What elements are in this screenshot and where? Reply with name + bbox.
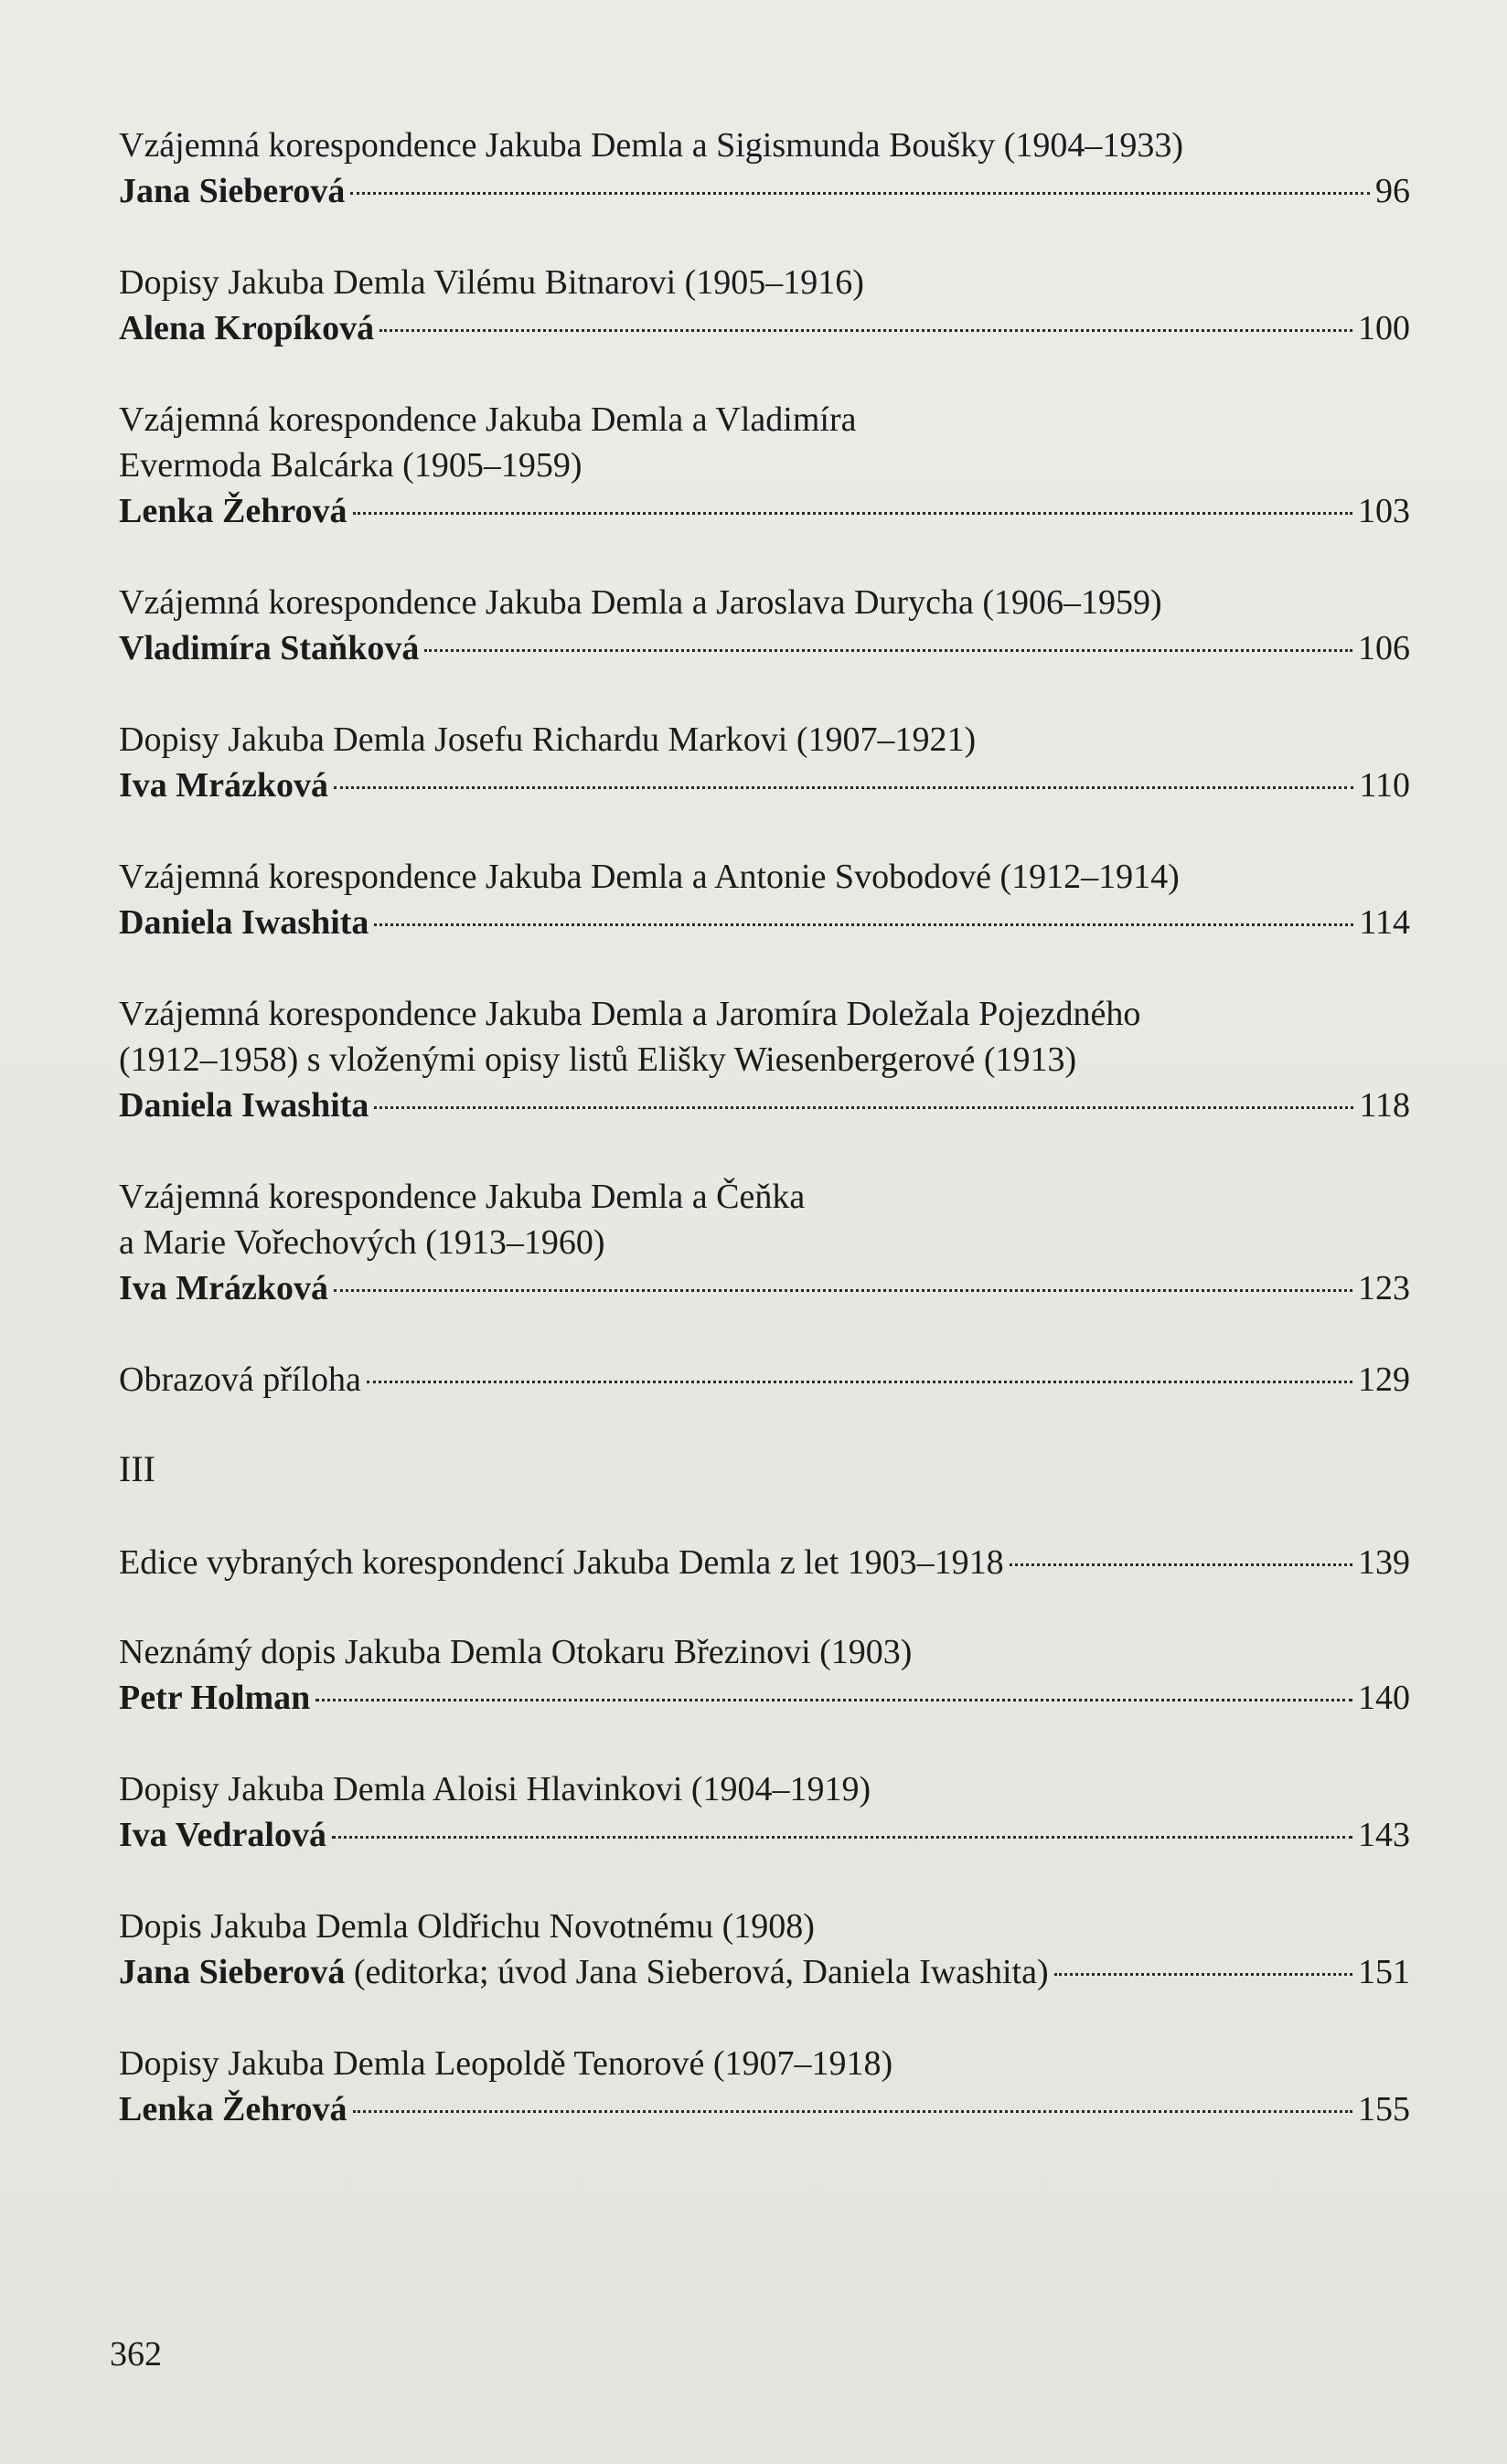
toc-entry-author-line xyxy=(119,2086,1410,2132)
toc-entry xyxy=(119,260,1410,351)
toc-page-number: 155 xyxy=(1358,2090,1410,2128)
toc-entry-title: Edice vybraných korespondencí Jakuba Demla z let 1903–1918 xyxy=(119,1543,1004,1582)
toc-entry-author-line xyxy=(119,305,1410,351)
toc-page-number: 100 xyxy=(1358,309,1410,347)
table-of-contents xyxy=(119,123,1410,2178)
toc-entry xyxy=(119,2041,1410,2132)
toc-entry-author: Lenka Žehrová xyxy=(119,2090,347,2128)
toc-entry-author-line xyxy=(119,763,1410,808)
toc-page-number: 106 xyxy=(1358,629,1410,667)
toc-entry-line xyxy=(119,1540,1410,1585)
toc-entry-author: Iva Mrázková xyxy=(119,1269,329,1307)
toc-entry-plain xyxy=(119,1357,1410,1403)
dot-leader xyxy=(315,1699,1352,1701)
toc-entry-author-line xyxy=(119,1949,1410,1995)
toc-page-number: 114 xyxy=(1359,903,1410,942)
toc-entry-title: Dopis Jakuba Demla Oldřichu Novotnému (1908) xyxy=(119,1907,815,1946)
dot-leader xyxy=(424,649,1352,652)
toc-entry-title: Neznámý dopis Jakuba Demla Otokaru Březinovi (1903) xyxy=(119,1633,913,1671)
dot-leader xyxy=(332,1836,1352,1839)
toc-page-number: 123 xyxy=(1358,1269,1410,1307)
toc-entry-title: Vzájemná korespondence Jakuba Demla a Vladimíra xyxy=(119,400,857,439)
toc-entry xyxy=(119,1174,1410,1311)
toc-entry xyxy=(119,123,1410,214)
toc-entry xyxy=(119,397,1410,534)
toc-page-number: 140 xyxy=(1358,1679,1410,1717)
toc-page-number: 103 xyxy=(1358,492,1410,530)
toc-entry xyxy=(119,580,1410,671)
dot-leader xyxy=(334,1289,1352,1292)
toc-part-2 xyxy=(119,1629,1410,2132)
toc-entry-author-line xyxy=(119,1265,1410,1311)
folio-page-number: 362 xyxy=(110,2335,162,2373)
toc-entry-author-line xyxy=(119,168,1410,214)
toc-part-1 xyxy=(119,123,1410,1311)
toc-entry-title: Vzájemná korespondence Jakuba Demla a Jaroslava Durycha (1906–1959) xyxy=(119,583,1162,622)
toc-page-number: 96 xyxy=(1375,172,1410,210)
toc-entry-author: Jana Sieberová xyxy=(119,172,346,210)
toc-entry-title: a Marie Vořechových (1913–1960) xyxy=(119,1223,605,1262)
toc-entry-author-line xyxy=(119,1083,1410,1128)
toc-entry-author-line xyxy=(119,1675,1410,1721)
toc-entry-title: Dopisy Jakuba Demla Aloisi Hlavinkovi (1904–1919) xyxy=(119,1770,871,1808)
toc-entry-title: Evermoda Balcárka (1905–1959) xyxy=(119,446,582,485)
toc-entry-title: Dopisy Jakuba Demla Vilému Bitnarovi (1905–1916) xyxy=(119,263,864,302)
toc-page-number: 110 xyxy=(1359,766,1410,805)
toc-entry-author: Jana Sieberová xyxy=(119,1953,346,1991)
toc-entry-title: Vzájemná korespondence Jakuba Demla a Čeňka xyxy=(119,1178,806,1216)
toc-entry-author: Iva Mrázková xyxy=(119,766,329,805)
toc-entry-title: Obrazová příloha xyxy=(119,1360,361,1399)
toc-entry-title: Vzájemná korespondence Jakuba Demla a Antonie Svobodové (1912–1914) xyxy=(119,858,1180,896)
toc-entry-author-line xyxy=(119,1812,1410,1858)
toc-entry-author: Daniela Iwashita xyxy=(119,903,369,942)
toc-entry xyxy=(119,1629,1410,1721)
toc-entry xyxy=(119,1766,1410,1858)
dot-leader xyxy=(353,2110,1352,2113)
toc-entry-author: Alena Kropíková xyxy=(119,309,375,347)
toc-entry-title: (1912–1958) s vloženými opisy listů Elišky Wiesenbergerové (1913) xyxy=(119,1040,1077,1079)
toc-entry-title: Vzájemná korespondence Jakuba Demla a Jaromíra Doležala Pojezdného xyxy=(119,995,1141,1033)
toc-page-number: 151 xyxy=(1358,1953,1410,1991)
dot-leader xyxy=(374,923,1353,926)
toc-page-number: 129 xyxy=(1358,1360,1410,1399)
toc-entry-author-line xyxy=(119,488,1410,534)
dot-leader xyxy=(374,1106,1353,1109)
dot-leader xyxy=(353,512,1352,515)
toc-entry-author: Daniela Iwashita xyxy=(119,1086,369,1125)
dot-leader xyxy=(379,329,1352,332)
toc-page-number: 118 xyxy=(1359,1086,1410,1125)
toc-entry-plain xyxy=(119,1540,1410,1585)
section-heading: III xyxy=(119,1448,155,1489)
toc-entry xyxy=(119,991,1410,1128)
toc-entry xyxy=(119,717,1410,808)
toc-entry xyxy=(119,854,1410,945)
toc-page-number: 143 xyxy=(1358,1816,1410,1854)
toc-entry-author: Lenka Žehrová xyxy=(119,492,347,530)
toc-entry-author-line xyxy=(119,900,1410,945)
toc-entry-line xyxy=(119,1357,1410,1403)
dot-leader xyxy=(350,192,1370,195)
toc-entry-note: (editorka; úvod Jana Sieberová, Daniela Iwashita) xyxy=(345,1953,1049,1991)
toc-entry-author: Iva Vedralová xyxy=(119,1816,326,1854)
toc-entry-title: Vzájemná korespondence Jakuba Demla a Sigismunda Boušky (1904–1933) xyxy=(119,126,1184,165)
dot-leader xyxy=(1054,1973,1352,1976)
toc-entry-title: Dopisy Jakuba Demla Leopoldě Tenorové (1907–1918) xyxy=(119,2044,893,2083)
dot-leader xyxy=(1010,1563,1352,1566)
toc-entry-author: Petr Holman xyxy=(119,1679,311,1717)
dot-leader xyxy=(367,1381,1352,1383)
toc-entry-author: Vladimíra Staňková xyxy=(119,629,420,667)
dot-leader xyxy=(334,786,1353,789)
toc-page-number: 139 xyxy=(1358,1543,1410,1582)
toc-entry-title: Dopisy Jakuba Demla Josefu Richardu Markovi (1907–1921) xyxy=(119,720,977,759)
toc-entry xyxy=(119,1904,1410,1995)
toc-entry-author-line xyxy=(119,625,1410,671)
